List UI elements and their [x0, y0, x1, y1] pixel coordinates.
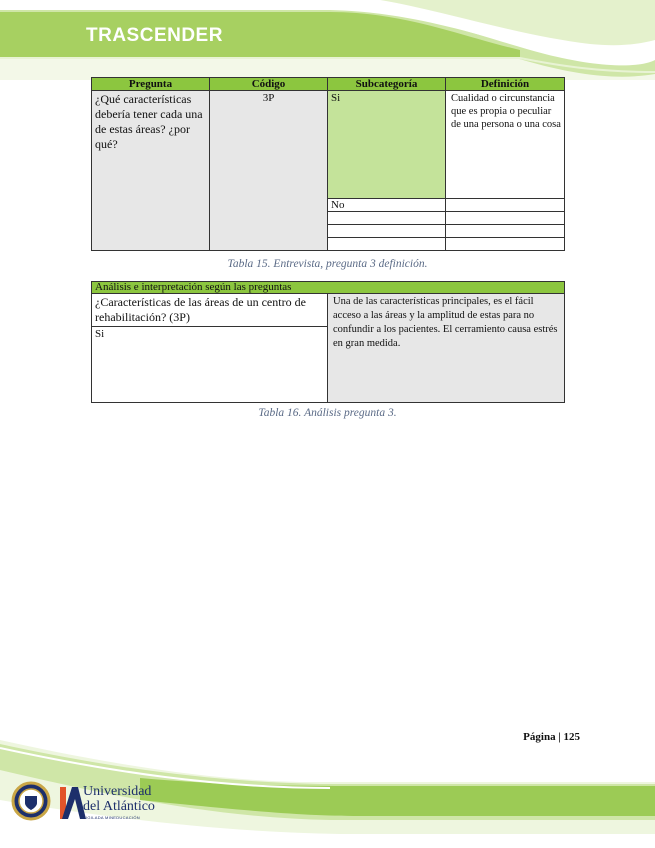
subcategoria-cell	[328, 212, 446, 225]
table-header-row	[92, 78, 565, 91]
subcategoria-cell	[328, 238, 446, 251]
table-row	[92, 294, 565, 327]
definicion-cell	[446, 212, 565, 225]
column-header-definicion: Definición	[446, 78, 565, 91]
logo-line-2: del Atlántico	[83, 799, 155, 814]
definicion-cell	[446, 238, 565, 251]
pregunta-cell: ¿Qué características debería tener cada una de estas áreas? ¿por qué?	[92, 91, 210, 251]
subcategoria-cell: Si	[328, 91, 446, 199]
table-15	[91, 77, 565, 251]
header-title: TRASCENDER	[86, 25, 223, 46]
definicion-cell: Cualidad o circunstancia que es propia o peculiar de una persona o una cosa	[446, 91, 565, 199]
table-row	[92, 91, 565, 199]
table-15-caption: Tabla 15. Entrevista, pregunta 3 definición.	[227, 258, 428, 270]
subcategoria-cell	[328, 225, 446, 238]
definicion-cell	[446, 225, 565, 238]
table-16-caption: Tabla 16. Análisis pregunta 3.	[258, 407, 397, 419]
page-number: Página | 125	[523, 731, 580, 743]
question-cell: ¿Características de las áreas de un centro de rehabilitación? (3P)	[92, 294, 328, 327]
table-16	[91, 281, 565, 403]
footer-banner	[0, 700, 655, 848]
answer-cell: Si	[92, 327, 328, 403]
analysis-heading: Análisis e interpretación según las preguntas	[92, 282, 565, 294]
column-header-pregunta: Pregunta	[92, 78, 210, 91]
analysis-cell: Una de las características principales, es el fácil acceso a las áreas y la amplitud de estas para no confundir a los pacientes. El cerramiento causa estrés en gran medida.	[328, 294, 565, 403]
logo-line-1: Universidad	[83, 784, 152, 799]
column-header-codigo: Código	[210, 78, 328, 91]
logo-tagline: VIGILADA MINEDUCACIÓN	[83, 815, 140, 820]
column-header-subcategoria: Subcategoría	[328, 78, 446, 91]
table-heading-row	[92, 282, 565, 294]
subcategoria-cell: No	[328, 199, 446, 212]
codigo-cell: 3P	[210, 91, 328, 251]
definicion-cell	[446, 199, 565, 212]
